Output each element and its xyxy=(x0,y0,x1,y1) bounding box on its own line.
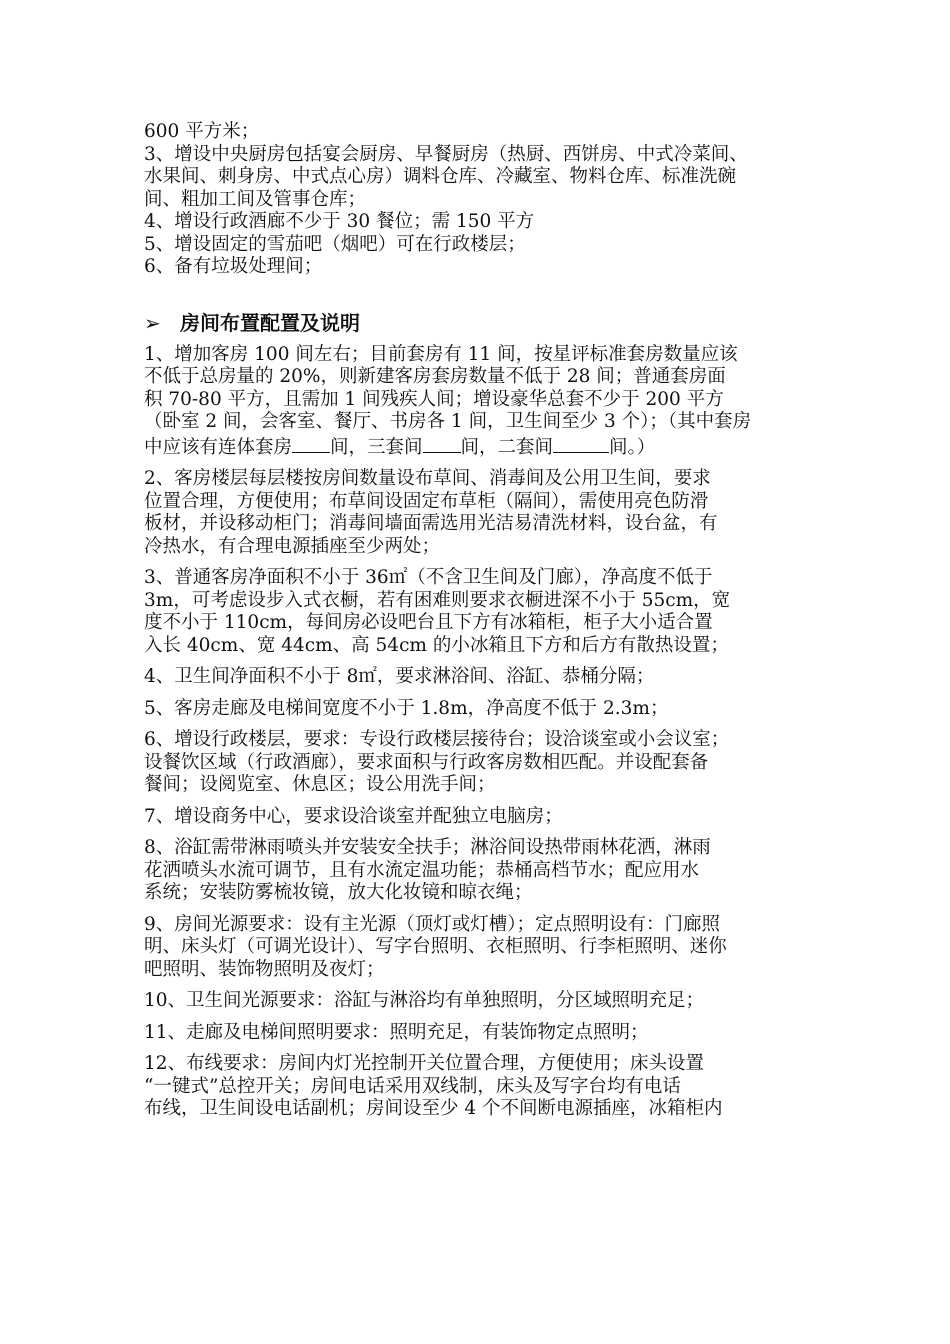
text-line: “一键式”总控开关；房间电话采用双线制，床头及写字台均有电话 xyxy=(144,1075,681,1097)
text-line: 冷热水，有合理电源插座至少两处； xyxy=(144,535,441,557)
text-line: 2、客房楼层每层楼按房间数量设布草间、消毒间及公用卫生间，要求 xyxy=(144,468,711,489)
text-line: 4、卫生间净面积不小于 8㎡，要求淋浴间、浴缸、恭桶分隔； xyxy=(144,666,655,687)
blank-underline xyxy=(292,434,330,453)
text-line: 4、增设行政酒廊不少于 30 餐位；需 150 平方 xyxy=(144,211,535,232)
paragraph-5 xyxy=(144,698,812,721)
paragraph-9 xyxy=(144,914,812,982)
text-line: 系统；安装防雾梳妆镜，放大化妆镜和晾衣绳； xyxy=(144,882,533,903)
text-line: 布线，卫生间设电话副机；房间设至少 4 个不间断电源插座，冰箱柜内 xyxy=(144,1098,723,1119)
text-line: 间、粗加工间及管事仓库； xyxy=(144,188,367,210)
arrow-bullet-icon: ➢ xyxy=(144,310,161,335)
text-line: 度不小于 110cm，每间房必设吧台且下方有冰箱柜，柜子大小适合置 xyxy=(144,612,713,633)
text-line: （卧室 2 间，会客室、餐厅、书房各 1 间，卫生间至少 3 个）；（其中套房 xyxy=(144,411,752,432)
text-line: 3m，可考虑设步入式衣橱，若有困难则要求衣橱进深不小于 55cm，宽 xyxy=(144,589,731,611)
text-line: 3、增设中央厨房包括宴会厨房、早餐厨房（热厨、西饼房、中式冷菜间、 xyxy=(144,143,748,165)
text-line: 3、普通客房净面积不小于 36㎡（不含卫生间及门廊），净高度不低于 xyxy=(144,567,713,588)
text-segment: 中应该有连体套房 xyxy=(144,436,293,458)
paragraph-3 xyxy=(144,567,812,657)
text-line: 积 70-80 平方，且需加 1 间残疾人间；增设豪华总套不少于 200 平方 xyxy=(144,388,724,410)
text-line: 板材，并设移动柜门；消毒间墙面需选用光洁易清洗材料，设台盆，有 xyxy=(144,513,718,534)
text-line: 明、床头灯（可调光设计）、写字台照明、衣柜照明、行李柜照明、迷你 xyxy=(144,936,727,957)
paragraph-1 xyxy=(144,344,812,460)
intro-list xyxy=(144,121,812,279)
paragraph-10 xyxy=(144,990,812,1013)
text-line: 600 平方米； xyxy=(144,121,260,142)
text-line: 12、布线要求：房间内灯光控制开关位置合理，方便使用；床头设置 xyxy=(144,1053,705,1074)
text-line: 9、房间光源要求：设有主光源（顶灯或灯槽）；定点照明设有：门廊照 xyxy=(144,913,721,935)
paragraph-4 xyxy=(144,666,812,689)
section-heading xyxy=(144,310,812,336)
text-line: 水果间、刺身房、中式点心房）调料仓库、冷藏室、物料仓库、标准洗碗 xyxy=(144,166,737,187)
text-line: 位置合理，方便使用；布草间设固定布草柜（隔间），需使用亮色防滑 xyxy=(144,490,709,512)
blank-underline xyxy=(553,434,609,453)
text-segment: 间，三套间 xyxy=(330,436,423,458)
text-segment: 间。） xyxy=(609,436,656,458)
text-line: 5、客房走廊及电梯间宽度不小于 1.8m，净高度不低于 2.3m； xyxy=(144,697,669,719)
paragraph-12 xyxy=(144,1053,812,1121)
text-line: 吧照明、装饰物照明及夜灯； xyxy=(144,958,385,980)
text-line: 入长 40cm、宽 44cm、高 54cm 的小冰箱且下方和后方有散热设置； xyxy=(144,634,729,656)
paragraph-2 xyxy=(144,468,812,558)
paragraph-6 xyxy=(144,729,812,797)
text-line: 11、走廊及电梯间照明要求：照明充足，有装饰物定点照明； xyxy=(144,1021,649,1043)
text-line: 10、卫生间光源要求：浴缸与淋浴均有单独照明，分区域照明充足； xyxy=(144,990,705,1011)
paragraph-8 xyxy=(144,837,812,905)
text-line: 7、增设商务中心，要求设洽谈室并配独立电脑房； xyxy=(144,805,563,827)
section-title: 房间布置配置及说明 xyxy=(180,310,360,335)
document-page xyxy=(144,121,812,1130)
text-line: 6、增设行政楼层，要求：专设行政楼层接待台；设洽谈室或小会议室； xyxy=(144,729,730,750)
text-line: 1、增加客房 100 间左右；目前套房有 11 间，按星评标准套房数量应该 xyxy=(144,343,738,365)
text-line: 8、浴缸需带淋雨喷头并安装安全扶手；淋浴间设热带雨林花洒，淋雨 xyxy=(144,837,711,858)
text-line: 花洒喷头水流可调节，且有水流定温功能；恭桶高档节水；配应用水 xyxy=(144,859,700,881)
text-line: 设餐饮区域（行政酒廊），要求面积与行政客房数相匹配。并设配套备 xyxy=(144,751,709,773)
text-line: 不低于总房量的 20%，则新建客房套房数量不低于 28 间；普通套房面 xyxy=(144,366,726,387)
text-line: 餐间；设阅览室、休息区；设公用洗手间； xyxy=(144,774,496,795)
paragraph-11 xyxy=(144,1022,812,1045)
text-segment: 间，二套间 xyxy=(460,436,554,458)
text-line xyxy=(144,434,812,460)
text-line: 5、增设固定的雪茄吧（烟吧）可在行政楼层； xyxy=(144,233,526,255)
blank-underline xyxy=(423,434,461,453)
paragraph-7 xyxy=(144,806,812,829)
text-line: 6、备有垃圾处理间； xyxy=(144,256,323,277)
